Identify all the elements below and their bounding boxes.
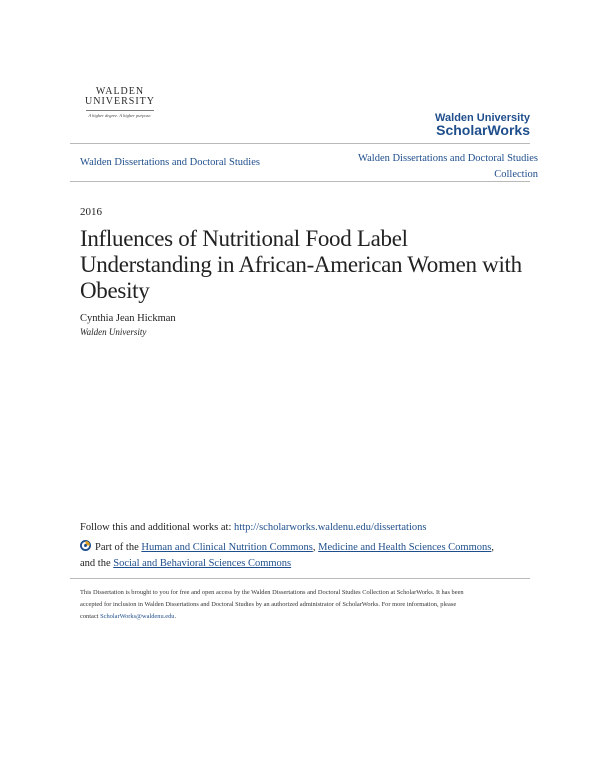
author-affiliation: Walden University [80,327,147,337]
contact-email-link[interactable]: ScholarWorks@waldenu.edu [100,613,175,620]
and-the-text: and the [80,558,114,569]
logo-tagline: A higher degree. A higher purpose. [88,113,152,118]
access-notice-line2: accepted for inclusion in Walden Dissertations and Doctoral Studies by an authorized administrator of ScholarWorks. For more information, please [80,601,457,608]
commons-line [80,540,530,572]
document-title: Influences of Nutritional Food Label Understanding in African-American Women with Obesity [80,226,522,303]
nav-collection-link-full[interactable] [318,151,538,183]
commons-separator-2: , [491,542,494,553]
commons-separator-1: , [312,542,319,553]
commons-link-nutrition[interactable]: Human and Clinical Nutrition Commons [141,542,313,553]
nav-right-line1: Walden Dissertations and Doctoral Studies [358,153,538,164]
brand-university[interactable]: Walden University [435,112,530,124]
author-name: Cynthia Jean Hickman [80,313,176,324]
commons-link-medicine[interactable]: Medicine and Health Sciences Commons [318,542,492,553]
logo-divider [86,110,154,111]
header-divider-top [70,143,530,144]
publication-year: 2016 [80,206,102,218]
access-notice-line1: This Dissertation is brought to you for free and open access by the Walden Dissertations and Doctoral Studies Collection at ScholarWorks. It has been [80,589,464,596]
contact-prefix: contact [80,613,101,620]
walden-university-logo [80,86,160,126]
part-prefix: Part of the [95,542,142,553]
logo-name-line2: UNIVERSITY [85,96,155,107]
commons-link-social[interactable]: Social and Behavioral Sciences Commons [113,558,292,569]
follow-line [80,522,426,533]
follow-prefix: Follow this and additional works at: [80,522,234,533]
footer-divider [70,578,530,579]
brand-scholarworks[interactable]: ScholarWorks [436,122,530,138]
dissertations-url-link[interactable]: http://scholarworks.waldenu.edu/dissertations [234,522,427,533]
nav-collection-link[interactable]: Walden Dissertations and Doctoral Studies [80,157,260,168]
network-commons-icon [80,540,91,551]
logo-name-line1: WALDEN [95,86,145,97]
nav-right-line2: Collection [494,169,538,180]
contact-suffix: . [174,613,177,620]
access-notice [80,587,530,623]
header-divider-bottom [70,181,530,182]
